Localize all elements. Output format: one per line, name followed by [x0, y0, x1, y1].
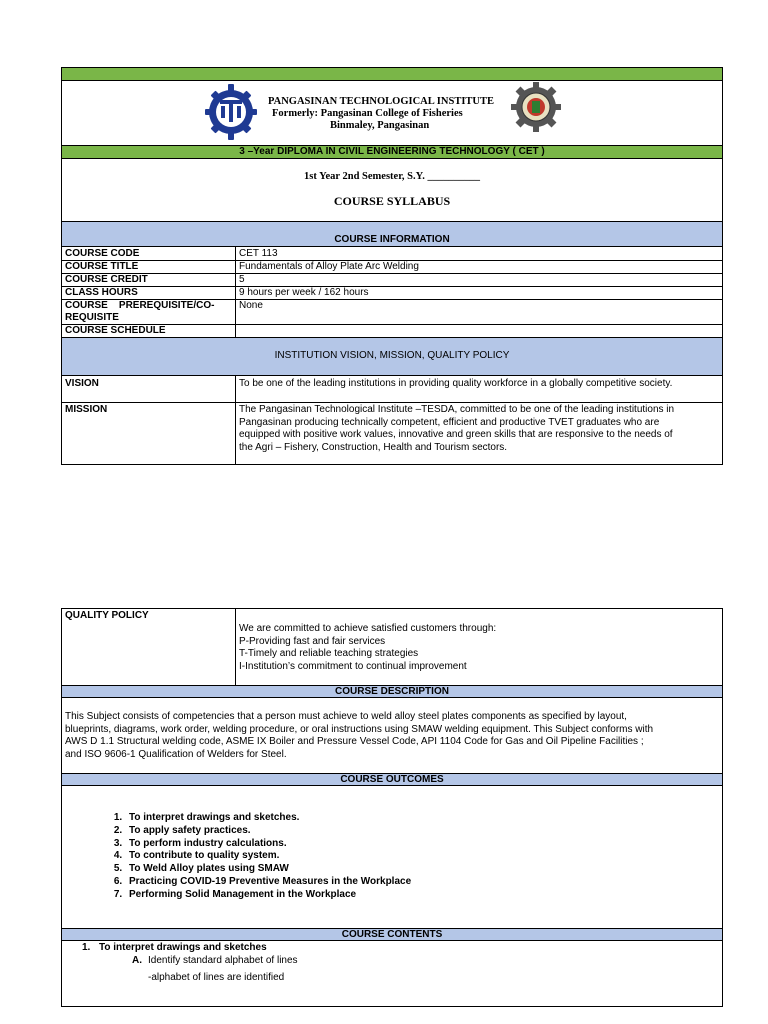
mission-label: MISSION — [65, 404, 108, 415]
document-title: COURSE SYLLABUS — [333, 194, 451, 208]
quality-policy-line4: I-Institution’s commitment to continual improvement — [239, 660, 467, 672]
program-title: 3 –Year DIPLOMA IN CIVIL ENGINEERING TECHNOLOGY ( CET ) — [239, 146, 545, 157]
quality-policy-line1: We are committed to achieve satisfied customers through: — [239, 623, 497, 634]
course-title-label: COURSE TITLE — [65, 261, 139, 272]
contents-sub-detail: -alphabet of lines are identified — [148, 972, 285, 983]
prerequisite-value: None — [239, 300, 263, 311]
quality-policy-label: QUALITY POLICY — [65, 610, 149, 621]
college-seal-icon — [511, 82, 561, 132]
mission-text-line4: the Agri – Fishery, Construction, Health and Tourism sectors. — [239, 441, 508, 453]
course-code-value: CET 113 — [239, 248, 278, 259]
semester-line: 1st Year 2nd Semester, S.Y. __________ — [304, 171, 480, 182]
course-info-table — [61, 246, 723, 338]
course-outcomes-heading: COURSE OUTCOMES — [340, 773, 444, 785]
top-green-bar — [61, 67, 723, 81]
class-hours-label: CLASS HOURS — [65, 287, 138, 298]
contents-sub-title: Identify standard alphabet of lines — [148, 955, 298, 966]
quality-policy-table — [61, 608, 723, 686]
course-outcomes-list — [91, 812, 411, 902]
institute-name: PANGASINAN TECHNOLOGICAL INSTITUTE — [268, 96, 494, 107]
course-description-heading: COURSE DESCRIPTION — [335, 685, 449, 697]
mission-text-line1: The Pangasinan Technological Institute –TESDA, committed to be one of the leading institutions in — [239, 404, 675, 415]
program-bar — [61, 145, 723, 159]
outcome-item: 6. Practicing COVID-19 Preventive Measures in the Workplace — [125, 876, 411, 889]
course-info-heading: COURSE INFORMATION — [334, 234, 450, 245]
vmq-heading: INSTITUTION VISION, MISSION, QUALITY POLICY — [274, 350, 510, 361]
formerly-line: Formerly: Pangasinan College of Fisheries — [272, 108, 463, 119]
outcome-item: 2. To apply safety practices. — [125, 825, 411, 838]
mission-text-line2: Pangasinan producing technically competent, efficient and productive TVET graduates who are — [239, 416, 660, 428]
course-description-body — [61, 697, 723, 774]
contents-item-title: To interpret drawings and sketches — [99, 942, 267, 953]
outcome-item: 7. Performing Solid Management in the Workplace — [125, 889, 411, 902]
course-schedule-label: COURSE SCHEDULE — [65, 325, 166, 336]
outcome-item: 5. To Weld Alloy plates using SMAW — [125, 863, 411, 876]
prerequisite-label-line2: REQUISITE — [65, 312, 119, 323]
vision-mission-table — [61, 375, 723, 465]
contents-item-number: 1. — [82, 942, 91, 953]
course-title-value: Fundamentals of Alloy Plate Arc Welding — [239, 261, 419, 272]
course-code-label: COURSE CODE — [65, 248, 140, 259]
course-credit-label: COURSE CREDIT — [65, 274, 148, 285]
course-description-line1: This Subject consists of competencies that a person must achieve to weld alloy steel plates components as specified by layout, — [65, 711, 627, 722]
outcome-item: 3. To perform industry calculations. — [125, 838, 411, 851]
course-contents-heading: COURSE CONTENTS — [341, 928, 443, 940]
course-credit-value: 5 — [239, 274, 245, 285]
location-line: Binmaley, Pangasinan — [330, 120, 430, 131]
contents-sub-letter: A. — [132, 955, 142, 966]
vmq-heading-band — [61, 337, 723, 376]
course-outcomes-body — [61, 785, 723, 929]
title-block — [61, 158, 723, 222]
class-hours-value: 9 hours per week / 162 hours — [239, 287, 369, 298]
course-info-heading-band — [61, 221, 723, 247]
header-block — [61, 80, 723, 146]
course-description-line4: and ISO 9606-1 Qualification of Welders for Steel. — [65, 748, 287, 760]
outcome-item: 1. To interpret drawings and sketches. — [125, 812, 411, 825]
quality-policy-line3: T-Timely and reliable teaching strategies — [239, 648, 419, 659]
mission-text-line3: equipped with positive work values, innovative and green skills that are responsive to the needs of — [239, 429, 673, 440]
tesda-seal-icon — [201, 84, 261, 140]
course-description-line2: blueprints, diagrams, work order, welding procedure, or oral instructions using SMAW welding equipment. This Subject conforms with — [65, 723, 654, 735]
quality-policy-line2: P-Providing fast and fair services — [239, 635, 386, 647]
vision-text: To be one of the leading institutions in providing quality workforce in a globally competitive society. — [239, 378, 673, 389]
vision-label: VISION — [65, 378, 99, 389]
prerequisite-label-line1: COURSE PREREQUISITE/CO- — [65, 300, 215, 311]
course-description-line3: AWS D 1.1 Structural welding code, ASME IX Boiler and Pressure Vessel Code, API 1104 Code for Gas and Oil Pipeline Facilities ; — [65, 736, 644, 747]
course-contents-body — [61, 940, 723, 1007]
outcome-item: 4. To contribute to quality system. — [125, 850, 411, 863]
